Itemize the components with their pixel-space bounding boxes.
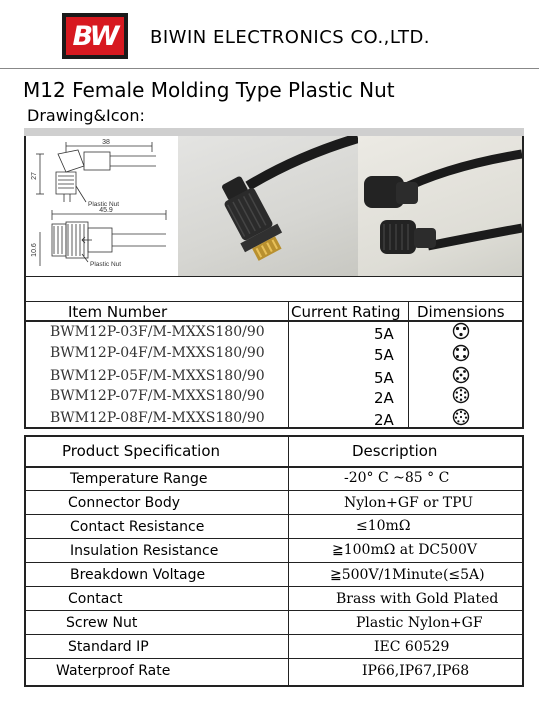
spec-name-cell: Connector Body	[68, 495, 180, 511]
rating-cell: 5A	[374, 346, 394, 364]
table-rule	[24, 301, 524, 302]
table-rule	[24, 514, 524, 515]
spec-name-cell: Screw Nut	[66, 615, 138, 631]
item-number-cell: BWM12P-04F/M-MXXS180/90	[50, 345, 265, 361]
spec-desc-cell: ≤10mΩ	[356, 518, 411, 534]
spec-name-cell: Contact	[68, 591, 123, 607]
spec-desc-cell: ≧500V/1Minute(≤5A)	[330, 567, 485, 583]
column-divider	[408, 301, 409, 428]
spec-desc-cell: -20° C ~85 ° C	[344, 470, 450, 486]
connector-photo-side	[178, 136, 358, 276]
company-name: BIWIN ELECTRONICS CO.,LTD.	[150, 27, 431, 48]
dim-width-label: 38	[102, 139, 110, 146]
table-rule	[24, 276, 524, 277]
table-rule	[24, 490, 524, 491]
header-current-rating: Current Rating	[291, 303, 401, 321]
dim-small-label: 10.6	[31, 243, 38, 257]
spec-desc-cell: IEC 60529	[374, 639, 450, 655]
plastic-nut-label-2: Plastic Nut	[90, 261, 122, 268]
table-rule	[24, 538, 524, 539]
item-number-cell: BWM12P-03F/M-MXXS180/90	[50, 324, 265, 340]
rating-cell: 2A	[374, 411, 394, 429]
rating-cell: 5A	[374, 369, 394, 387]
spec-desc-cell: IP66,IP67,IP68	[362, 663, 470, 679]
spec-name-cell: Standard IP	[68, 639, 149, 655]
table-rule	[24, 634, 524, 635]
spec-name-cell: Waterproof Rate	[56, 663, 171, 679]
pin-3-icon	[452, 322, 470, 340]
page-title: M12 Female Molding Type Plastic Nut	[23, 78, 395, 102]
header-dimensions: Dimensions	[417, 303, 505, 321]
spec-desc-cell: Brass with Gold Plated	[336, 591, 499, 607]
table-rule	[24, 610, 524, 611]
dim-length-label: 45.9	[99, 207, 113, 214]
spec-name-cell: Contact Resistance	[70, 519, 205, 535]
column-divider	[288, 437, 289, 685]
pin-8-icon	[452, 408, 470, 426]
column-divider	[288, 301, 289, 428]
company-logo	[62, 13, 128, 59]
table-rule	[24, 586, 524, 587]
header-product-specification: Product Specification	[62, 442, 221, 460]
table-rule	[24, 658, 524, 659]
rating-cell: 2A	[374, 389, 394, 407]
table-rule	[24, 562, 524, 563]
pin-5-icon	[452, 366, 470, 384]
rating-cell: 5A	[374, 325, 394, 343]
connector-photo-pair	[358, 136, 522, 276]
header-item-number: Item Number	[68, 303, 168, 321]
item-number-cell: BWM12P-07F/M-MXXS180/90	[50, 388, 265, 404]
technical-drawing	[26, 136, 178, 276]
table-top-band	[24, 128, 524, 136]
pin-7-icon	[452, 386, 470, 404]
spec-name-cell: Temperature Range	[70, 471, 208, 487]
spec-desc-cell: Plastic Nylon+GF	[356, 615, 483, 631]
spec-desc-cell: Nylon+GF or TPU	[344, 495, 474, 511]
item-number-cell: BWM12P-08F/M-MXXS180/90	[50, 410, 265, 426]
pin-4-icon	[452, 344, 470, 362]
section-subtitle: Drawing&Icon:	[27, 106, 145, 125]
plastic-nut-label-1: Plastic Nut	[88, 201, 120, 208]
spec-desc-cell: ≧100mΩ at DC500V	[332, 542, 477, 558]
logo-text: BW	[72, 20, 118, 52]
spec-name-cell: Insulation Resistance	[70, 543, 219, 559]
dim-height-label: 27	[31, 172, 38, 180]
spec-name-cell: Breakdown Voltage	[70, 567, 206, 583]
table-rule	[24, 466, 524, 468]
header-description: Description	[352, 442, 438, 460]
header-divider	[0, 68, 539, 69]
item-number-cell: BWM12P-05F/M-MXXS180/90	[50, 368, 265, 384]
